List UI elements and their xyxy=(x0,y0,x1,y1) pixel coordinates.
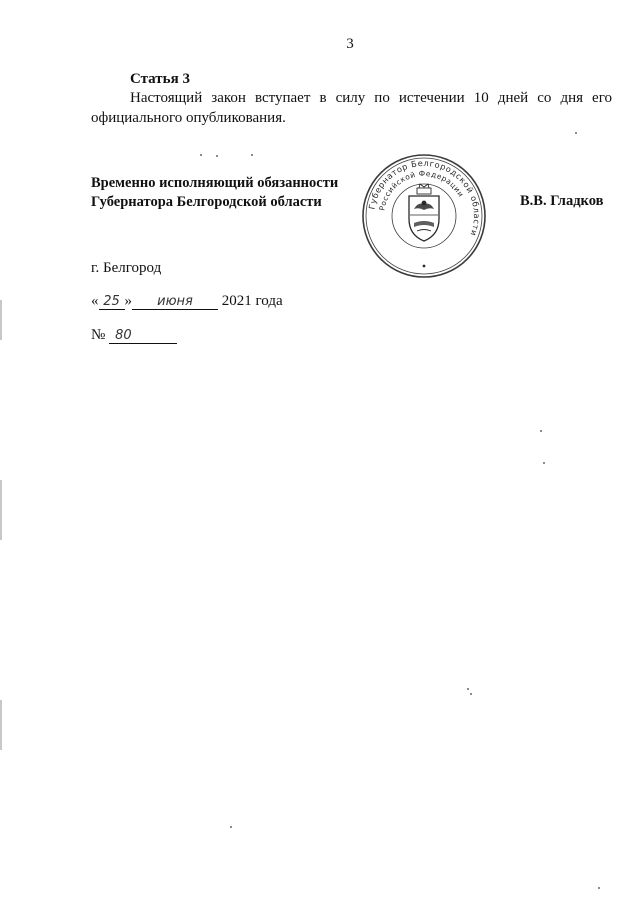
seal-inner-text: Российской Федерации xyxy=(377,168,466,212)
scan-speck xyxy=(575,132,577,134)
signatory-name: В.В. Гладков xyxy=(520,193,604,209)
page-number: 3 xyxy=(346,36,354,52)
date-close-quote: » xyxy=(124,293,132,309)
article-title: Статья 3 xyxy=(130,71,190,87)
scan-speck xyxy=(200,154,202,156)
article-text-line: официального опубликования. xyxy=(91,110,286,126)
date-open-quote: « xyxy=(91,293,99,309)
lion-coat-of-arms-icon xyxy=(409,184,439,241)
scan-edge-mark xyxy=(0,300,2,340)
seal-outer-text: Губернатор Белгородской области xyxy=(366,157,483,238)
scan-edge-mark xyxy=(0,700,2,750)
signatory-title-line: Временно исполняющий обязанности xyxy=(91,175,339,191)
law-number xyxy=(91,327,177,344)
number-value: 80 xyxy=(109,328,177,344)
scan-edge-mark xyxy=(0,480,2,540)
signing-date xyxy=(91,293,283,310)
scan-speck xyxy=(540,430,542,432)
scan-speck xyxy=(543,462,545,464)
date-month: июня xyxy=(132,294,218,310)
number-label: № xyxy=(91,327,106,343)
place-of-signing: г. Белгород xyxy=(91,260,162,276)
article-text-line: Настоящий закон вступает в силу по истечении 10 дней со дня его xyxy=(130,90,612,106)
scan-speck xyxy=(598,887,600,889)
signatory-title-line: Губернатора Белгородской области xyxy=(91,194,322,210)
scan-speck xyxy=(216,155,218,157)
date-year: 2021 года xyxy=(221,293,283,309)
official-seal xyxy=(361,153,487,279)
scan-speck xyxy=(470,693,472,695)
article-body xyxy=(91,88,612,128)
scan-speck xyxy=(467,688,469,690)
scan-speck xyxy=(251,154,253,156)
scan-speck xyxy=(230,826,232,828)
date-day: 25 xyxy=(99,294,125,310)
signatory-title xyxy=(91,174,338,212)
